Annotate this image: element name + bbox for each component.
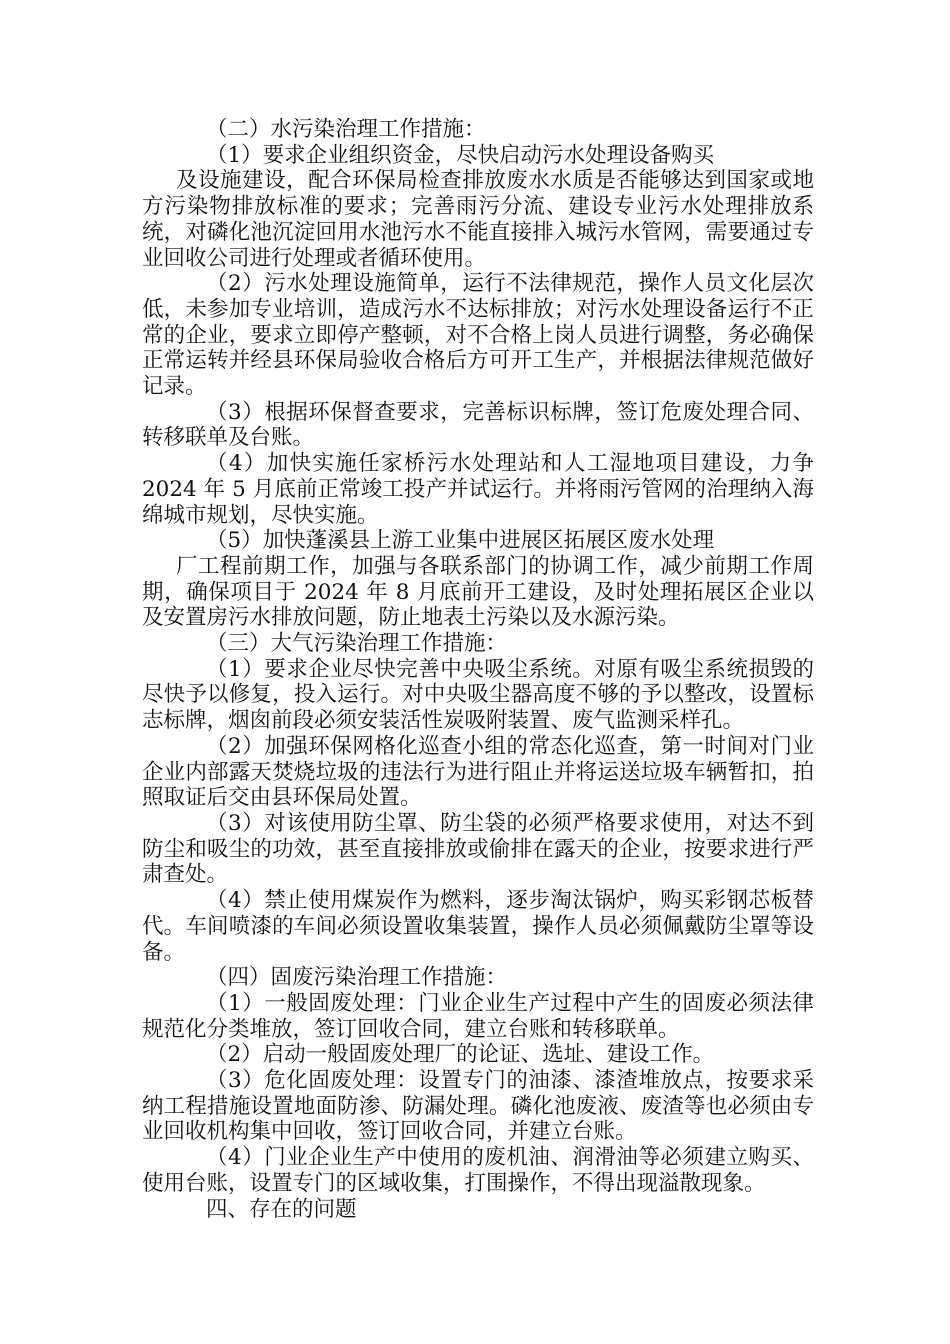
paragraph-water-3: （3）根据环保督查要求，完善标识标牌，签订危废处理合同、转移联单及台账。 [142, 399, 814, 451]
section-heading-water: （二）水污染治理工作措施： [206, 117, 486, 142]
paragraph-water-1-body: 及设施建设，配合环保局检查排放废水水质是否能够达到国家或地方污染物排放标准的要求；完善雨污分流、建设专业污水处理排放系统，对磷化池沉淀回用水池污水不能直接排入城污水管网，需要通过专业回收公司进行处理或者循环使用。 [142, 168, 814, 271]
document-body [142, 117, 814, 1222]
paragraph-air-4: （4）禁止使用煤炭作为燃料，逐步淘汰锅炉，购买彩钢芯板替代。车间喷漆的车间必须设置收集装置，操作人员必须佩戴防尘罩等设备。 [142, 888, 814, 965]
paragraph-air-2: （2）加强环保网格化巡查小组的常态化巡查，第一时间对门业企业内部露天焚烧垃圾的违法行为进行阻止并将运送垃圾车辆暂扣，拍照取证后交由县环保局处置。 [142, 733, 814, 811]
section-heading-issues: 四、存在的问题 [206, 1196, 357, 1222]
paragraph-air-3: （3）对该使用防尘罩、防尘袋的必须严格要求使用，对达不到防尘和吸尘的功效，甚至直接排放或偷排在露天的企业，按要求进行严肃查处。 [142, 810, 814, 888]
paragraph-air-1: （1）要求企业尽快完善中央吸尘系统。对原有吸尘系统损毁的尽快予以修复，投入运行。对中央吸尘器高度不够的予以整改，设置标志标牌，烟囱前段必须安装活性炭吸附装置、废气监测采样孔。 [142, 656, 814, 734]
paragraph-waste-3: （3）危化固废处理：设置专门的油漆、漆渣堆放点，按要求采纳工程措施设置地面防渗、防漏处理。磷化池废液、废渣等也必须由专业回收机构集中回收，签订回收合同，并建立台账。 [142, 1068, 814, 1145]
paragraph-water-5-body: 厂工程前期工作，加强与各联系部门的协调工作，减少前期工作周期，确保项目于 2024 年 8 月底前开工建设，及时处理拓展区企业以及安置房污水排放问题，防止地表土污染以及水源污染。 [142, 553, 814, 631]
paragraph-waste-1: （1）一般固废处理：门业企业生产过程中产生的固废必须法律规范化分类堆放，签订回收合同，建立台账和转移联单。 [142, 990, 814, 1042]
section-heading-solid-waste: （四）固废污染治理工作措施： [206, 965, 508, 991]
paragraph-waste-4: （4）门业企业生产中使用的废机油、润滑油等必须建立购买、使用台账，设置专门的区域收集，打围操作，不得出现溢散现象。 [142, 1145, 814, 1196]
paragraph-water-5-lead: （5）加快蓬溪县上游工业集中进展区拓展区废水处理 [206, 528, 715, 554]
paragraph-water-1-lead: （1）要求企业组织资金，尽快启动污水处理设备购买 [206, 142, 715, 168]
paragraph-water-2: （2）污水处理设施简单，运行不法律规范，操作人员文化层次低，未参加专业培训，造成污水不达标排放；对污水处理设备运行不正常的企业，要求立即停产整顿，对不合格上岗人员进行调整，务必确保正常运转并经县环保局验收合格后方可开工生产，并根据法律规范做好记录。 [142, 271, 814, 400]
section-heading-air: （三）大气污染治理工作措施： [206, 631, 508, 657]
paragraph-waste-2: （2）启动一般固废处理厂的论证、选址、建设工作。 [206, 1042, 715, 1068]
paragraph-water-4: （4）加快实施任家桥污水处理站和人工湿地项目建设，力争 2024 年 5 月底前正常竣工投产并试运行。并将雨污管网的治理纳入海绵城市规划，尽快实施。 [142, 451, 814, 528]
